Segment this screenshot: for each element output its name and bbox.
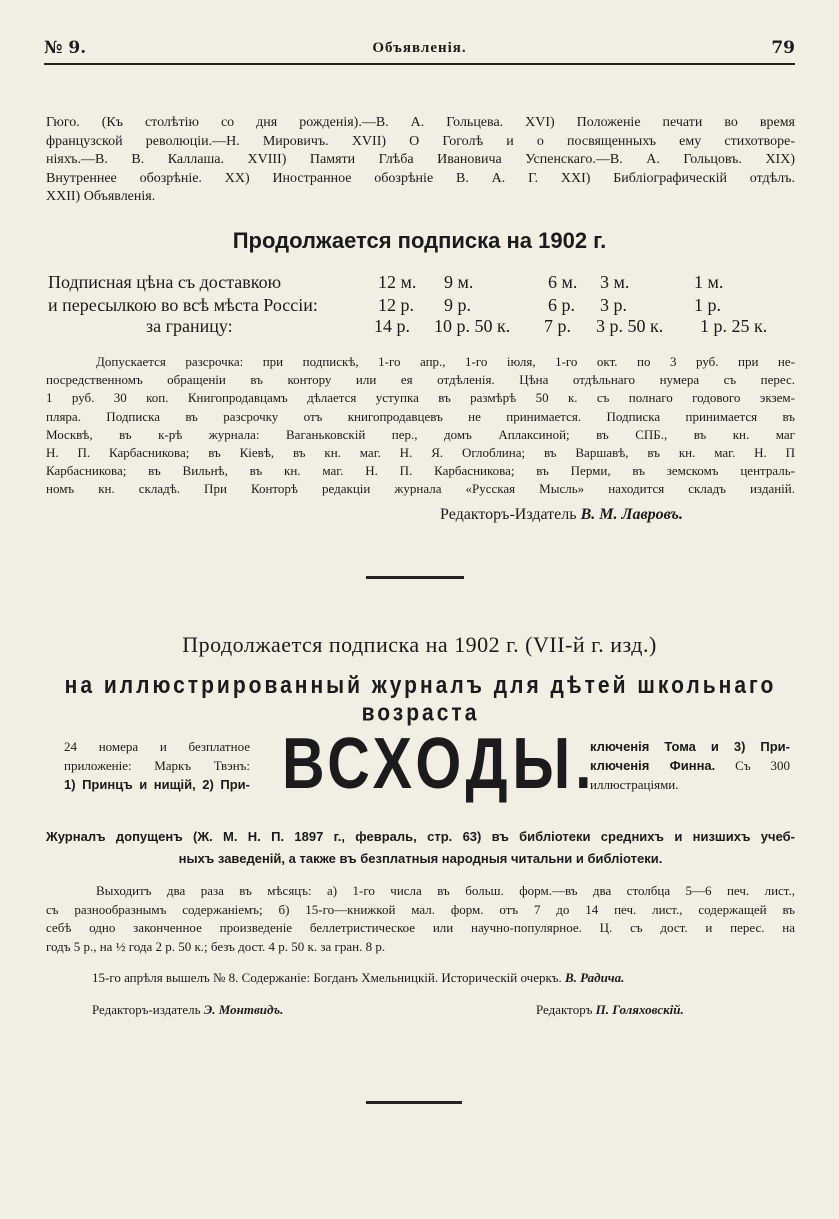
contents-text: 15-го апрѣля вышелъ № 8. Содержаніе: Богданъ Хмельницкій. Историческій очеркъ. xyxy=(92,970,562,985)
approval-line: ныхъ заведеній, а также въ безплатныя народныя читальни и библіотеки. xyxy=(178,851,663,866)
terms-line: Допускается разсрочка: при подпискѣ, 1-го апр., 1-го іюля, 1-го окт. по 3 руб. при не- xyxy=(96,354,795,369)
terms-line: Москвѣ, въ к-рѣ журнала: Ваганьковскій пер., домъ Аплаксиной; въ СПБ., въ кн. маг xyxy=(46,426,795,442)
price-9: 9 м. xyxy=(444,272,474,292)
subscription-title: Продолжается подписка на 1902 г. xyxy=(232,228,607,253)
contents-line: XXII) Объявленія. xyxy=(46,189,156,205)
editor2-name: П. Голяховскій. xyxy=(595,1002,684,1017)
supplement-line xyxy=(590,756,790,775)
issue-line: съ разнообразнымъ содержаніемъ; б) 15-го—книжкой мал. форм. отъ 7 до 14 печ. лист., содержащей въ xyxy=(46,901,795,917)
price-6: 6 м. xyxy=(548,272,578,292)
terms-line: Карбасникова; въ Вильнѣ, въ кн. маг. Н. П. Карбасникова; въ Перми, въ земскомъ централь- xyxy=(46,463,795,479)
price-1: 1 р. xyxy=(694,295,721,315)
contents-line: Внутреннее обозрѣніе. XX) Иностранное обозрѣніе В. А. Г. XXI) Библіографическій отдѣлъ. xyxy=(46,170,795,186)
supplement-rest: Съ 300 xyxy=(715,758,790,773)
supplement-left xyxy=(64,737,250,794)
contents-line: ніяхъ.—В. В. Каллаша. XVIII) Памяти Глѣба Ивановича Успенскаго.—В. А. Гольцовъ. XIX) xyxy=(46,152,795,168)
subscription-terms xyxy=(46,353,795,499)
bottom-divider xyxy=(366,1101,462,1104)
price-9: 9 р. xyxy=(444,295,471,315)
contents-line: французской революціи.—Н. Мировичъ. XVII) О Гоголѣ и о посвященныхъ ему стихотворе- xyxy=(46,133,795,149)
approval-line: Журналъ допущенъ (Ж. М. Н. П. 1897 г., февраль, стр. 63) въ библіотеки среднихъ и низшихъ учеб- xyxy=(46,829,795,844)
price-label: и пересылкою во всѣ мѣста Россіи: xyxy=(48,295,318,315)
price-6: 7 р. xyxy=(544,316,571,336)
page-number: 79 xyxy=(771,38,795,58)
price-12: 14 р. xyxy=(374,316,410,336)
contents-line: Гюго. (Къ столѣтію со дня рожденія).—В. А. Гольцева. XVI) Положеніе печати во время xyxy=(46,115,795,130)
price-label: Подписная цѣна съ доставкою xyxy=(48,272,282,292)
price-9: 10 р. 50 к. xyxy=(434,316,511,336)
vskhody-logo: ВСХОДЫ. xyxy=(282,724,597,804)
terms-line: номъ кн. складѣ. При Конторѣ редакціи журнала «Русская Мысль» находится складъ изданій. xyxy=(46,481,795,497)
contents-author: В. Радича. xyxy=(565,970,625,985)
terms-line: пляра. Подписка въ разсрочку отъ книгопродавцевъ не принимается. Подписка принимается въ xyxy=(46,408,795,424)
price-label: за границу: xyxy=(146,316,233,336)
price-6: 6 р. xyxy=(548,295,575,315)
supplement-line: приложеніе: Маркъ Твэнъ: xyxy=(64,758,250,773)
issue-line: себѣ одно законченное произведеніе беллетристическое или научно-популярное. Ц. съ дост. и перес. на xyxy=(46,920,795,936)
subscription2-title: Продолжается подписка на 1902 г. (VII-й г. изд.) xyxy=(182,632,657,657)
terms-line: посредственномъ обращеніи въ контору или ея отдѣленія. Цѣна отдѣльнаго нумера съ перес. xyxy=(46,372,795,388)
price-12: 12 р. xyxy=(378,295,414,315)
price-3: 3 м. xyxy=(600,272,630,292)
issue-line: Выходитъ два раза въ мѣсяцъ: а) 1-го числа въ больш. форм.—въ два столбца 5—6 печ. лист., xyxy=(96,883,795,898)
supplement-line: иллюстраціями. xyxy=(590,777,679,792)
editor2-signature xyxy=(536,1002,684,1018)
contents-paragraph xyxy=(46,114,795,207)
editor-label: Редакторъ-Издатель xyxy=(440,506,577,523)
supplement-line: ключенія Тома и 3) При- xyxy=(590,739,790,754)
price-1: 1 р. 25 к. xyxy=(700,316,768,336)
publisher-label: Редакторъ-издатель xyxy=(92,1002,201,1017)
price-3: 3 р. 50 к. xyxy=(596,316,664,336)
price-1: 1 м. xyxy=(694,272,724,292)
subscription2-subtitle: на иллюстрированный журналъ для дѣтей школьнаго возраста xyxy=(64,672,777,727)
header-rule xyxy=(44,63,795,65)
editor2-label: Редакторъ xyxy=(536,1002,593,1017)
supplement-line: 1) Принцъ и нищій, 2) При- xyxy=(64,777,250,792)
issue-number: № 9. xyxy=(44,38,87,58)
supplement-line: 24 номера и безплатное xyxy=(64,739,250,754)
terms-line: 1 руб. 30 коп. Книгопродавцамъ дѣлается уступка въ размѣрѣ 50 к. съ полнаго годового экзем- xyxy=(46,390,795,406)
terms-line: Н. П. Карбасникова; въ Кіевѣ, въ кн. маг. Н. Я. Оглоблина; въ Варшавѣ, въ кн. маг. Н. П xyxy=(46,445,795,461)
issue-line: годъ 5 р., на ½ года 2 р. 50 к.; безъ дост. 4 р. 50 к. за гран. 8 р. xyxy=(46,938,386,954)
price-12: 12 м. xyxy=(378,272,417,292)
publisher-signature xyxy=(92,1002,283,1018)
issue-terms xyxy=(46,882,795,956)
supplement-right xyxy=(590,737,790,794)
publisher-name: Э. Монтвидъ. xyxy=(203,1002,284,1017)
price-3: 3 р. xyxy=(600,295,627,315)
issue-contents xyxy=(92,970,624,986)
editor-name: В. М. Лавровъ. xyxy=(580,506,683,523)
section-title: Объявленія. xyxy=(372,40,467,56)
editor-signature xyxy=(440,506,683,524)
section-divider xyxy=(366,576,464,579)
approval-note xyxy=(46,826,795,870)
supplement-bold: ключенія Финна. xyxy=(590,758,716,773)
